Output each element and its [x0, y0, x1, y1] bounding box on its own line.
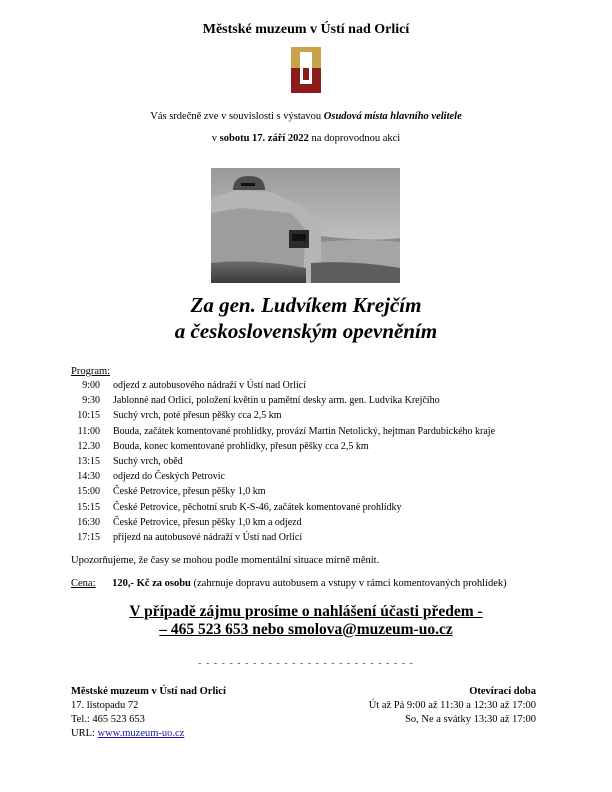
price-label: Cena:: [71, 578, 96, 589]
price-detail: (zahrnuje dopravu autobusem a vstupy v rámci komentovaných prohlídek): [190, 578, 507, 589]
event-date: sobotu 17. září 2022: [219, 133, 309, 144]
invitation-line-2: v sobotu 17. září 2022 na doprovodnou akci: [211, 133, 401, 144]
invitation-line-1: [0, 111, 612, 122]
program-item-desc: Jablonné nad Orlicí, položení květin u pamětní desky arm. gen. Ludvíka Krejčího: [113, 395, 440, 407]
footer-url-line: URL: www.muzeum-uo.cz: [71, 728, 185, 739]
program-item-desc: České Petrovice, přesun pěšky 1,0 km a odjezd: [113, 516, 302, 528]
program-item-time: 9:00: [82, 380, 100, 391]
hours-title: Otevírací doba: [469, 686, 536, 697]
footer-org: Městské muzeum v Ústí nad Orlicí: [71, 686, 226, 697]
program-item-desc: Suchý vrch, poté přesun pěšky cca 2,5 km: [113, 410, 282, 422]
program-item-desc: České Petrovice, přesun pěšky 1,0 km: [113, 486, 266, 498]
program-item-desc: Suchý vrch, oběd: [113, 456, 183, 467]
headline-line-1: Za gen. Ludvíkem Krejčím: [190, 293, 422, 317]
program-item-desc: Bouda, začátek komentované prohlídky, provází Martin Netolický, hejtman Pardubického kraje: [113, 425, 496, 437]
footer-hours: [369, 685, 536, 727]
registration-contact: [0, 603, 612, 639]
footer-phone: Tel.: 465 523 653: [71, 714, 145, 725]
headline-line-2: a československým opevněním: [174, 319, 438, 343]
program-item-time: 13:15: [77, 456, 100, 467]
footer-address: [71, 685, 226, 741]
divider: - - - - - - - - - - - - - - - - - - - - - - - - - - - -: [198, 658, 414, 669]
program-label: Program:: [71, 366, 111, 377]
hours-weekday: Út až Pá 9:00 až 11:30 a 12:30 až 17:00: [368, 700, 536, 711]
program-item-time: 14:30: [77, 471, 100, 483]
contact-line-1: V případě zájmu prosíme o nahlášení účasti předem -: [129, 603, 483, 620]
program-item-time: 15:00: [77, 486, 100, 498]
program-item-time: 11:00: [77, 425, 100, 437]
event-headline: [0, 292, 612, 344]
program-item-time: 15:15: [77, 501, 100, 513]
museum-title: Městské muzeum v Ústí nad Orlicí: [202, 22, 410, 37]
program-item-desc: Bouda, konec komentované prohlídky, přesun pěšky cca 2,5 km: [113, 440, 369, 452]
program-item-time: 10:15: [77, 410, 100, 422]
bunker-photo: [211, 168, 400, 283]
footer-street: 17. listopadu 72: [71, 700, 139, 711]
program-item-desc: příjezd na autobusové nádraží v Ústí nad Orlicí: [113, 532, 303, 543]
museum-logo: [291, 47, 321, 93]
website-link[interactable]: www.muzeum-uo.cz: [97, 728, 185, 739]
invitation-text: Vás srdečně zve v souvislosti s výstavou: [150, 111, 324, 122]
program-item-desc: odjezd z autobusového nádraží v Ústí nad Orlicí: [113, 380, 306, 391]
hours-weekend: So, Ne a svátky 13:30 až 17:00: [405, 714, 536, 725]
program-item-time: 17:15: [77, 532, 100, 543]
program-item-time: 12.30: [77, 440, 100, 452]
price-line: [71, 578, 507, 589]
program-item-time: 16:30: [77, 516, 100, 528]
exhibition-name: Osudová místa hlavního velitele: [323, 111, 462, 122]
time-change-note: Upozorňujeme, že časy se mohou podle momentální situace mírně měnit.: [71, 555, 380, 566]
program-item-time: 9:30: [82, 395, 100, 407]
program-item-desc: odjezd do Českých Petrovic: [113, 471, 225, 483]
price-amount: 120,- Kč za osobu: [112, 578, 191, 589]
program-item-desc: České Petrovice, pěchotní srub K-S-46, začátek komentované prohlídky: [113, 501, 402, 513]
contact-line-2[interactable]: – 465 523 653 nebo smolova@muzeum-uo.cz: [159, 621, 453, 638]
